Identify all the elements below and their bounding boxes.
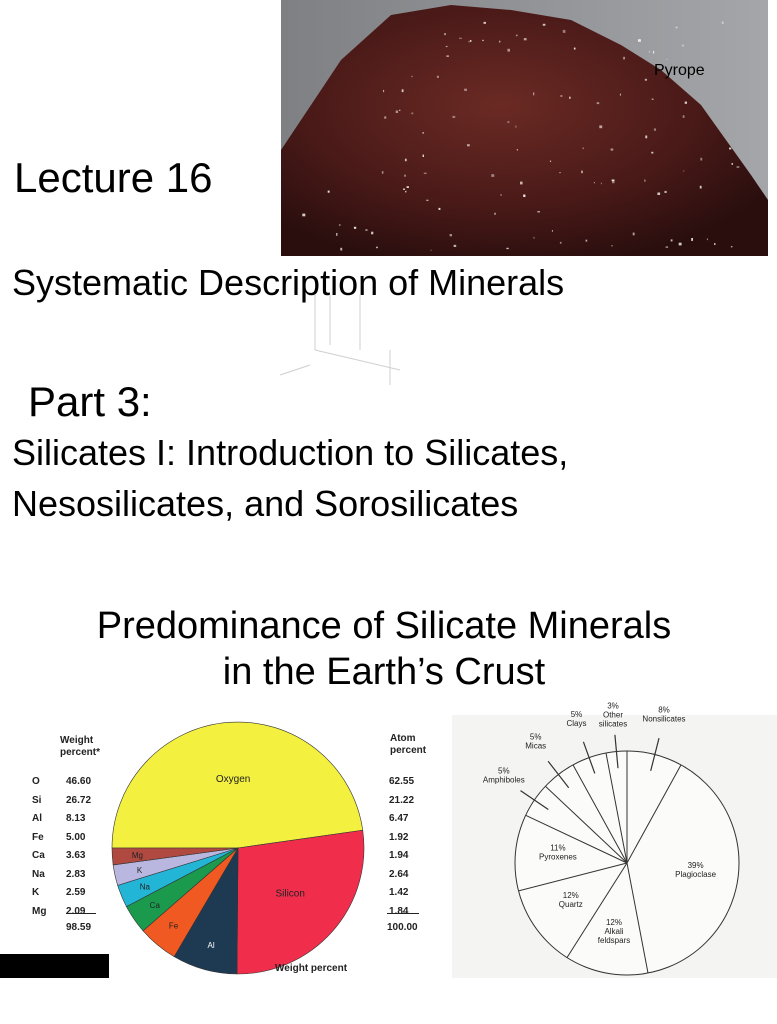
atom-total: 100.00 [387,922,418,933]
table-cell: Na [32,868,45,880]
section-heading [0,603,768,695]
pie-label-silicon: Silicon [275,888,305,900]
table-cell: Fe [32,831,44,843]
table-cell: 1.84 [389,905,409,917]
pie-slice-oxygen [112,722,363,848]
table-cell: Mg [32,905,47,917]
mineral-pie-panel [452,701,777,978]
table-cell: 2.64 [389,868,409,880]
table-cell: K [32,887,40,898]
lecture-subtitle: Systematic Description of Minerals [12,262,565,303]
photo-caption: Pyrope [654,62,705,79]
weight-percent-pie-chart [110,720,370,960]
pie-label-other-silicates: 3% Other silicates [598,701,628,729]
table-cell: Al [32,813,42,824]
mineral-percent-pie-chart [452,701,777,978]
atom-percent-header: Atom percent [390,733,427,756]
pie-label-pyroxenes: 11% Pyroxenes [539,843,577,862]
pie-label-al: Al [207,941,215,951]
table-cell: 6.47 [389,813,409,824]
table-cell: 3.63 [66,850,86,861]
table-cell: 46.60 [66,776,92,787]
pie-label-amphiboles: 5% Amphiboles [482,766,525,785]
table-cell: 8.13 [66,813,86,824]
table-cell: 21.22 [389,794,415,806]
weight-total: 98.59 [66,922,92,933]
table-cell: 1.92 [389,831,409,843]
table-cell: 2.09 [66,905,86,917]
pie-label-k: K [136,865,143,875]
pie-label-quartz: 12% Quartz [558,890,583,909]
pie-label-oxygen: Oxygen [215,773,251,785]
table-cell: 1.42 [389,887,409,898]
pie-label-nonsilicates: 8% Nonsilicates [642,705,686,724]
pie-label-alkali-feldspars: 12% Alkali feldspars [597,918,631,946]
element-column [32,776,46,924]
table-cell: 1.94 [389,850,409,861]
atom-column [389,776,414,924]
pie-label-plagioclase: 39% Plagioclase [675,860,717,879]
weight-column [66,776,91,924]
heading-line-2: in the Earth’s Crust [222,651,546,693]
pie-label-clays: 5% Clays [566,709,587,728]
heading-line-1: Predominance of Silicate Minerals [96,605,672,647]
table-cell: Ca [32,850,45,861]
pie-label-fe: Fe [168,921,179,931]
pie-label-micas: 5% Micas [525,732,547,751]
topic-line-2: Nesosilicates, and Sorosilicates [12,483,519,524]
table-cell: 2.83 [66,868,86,880]
pie-axis-label: Weight percent [275,963,348,974]
table-cell: O [32,776,40,787]
part-label: Part 3: [28,378,152,425]
table-cell: 2.59 [66,887,86,898]
lecture-title: Lecture 16 [14,154,213,201]
pie-slice-silicon [237,830,364,974]
table-cell: Si [32,794,42,806]
pyrope-photo [281,0,768,256]
topic-line-1: Silicates I: Introduction to Silicates, [12,432,569,473]
pie-label-ca: Ca [149,900,160,910]
table-cell: 5.00 [66,831,86,843]
table-cell: 26.72 [66,794,92,806]
pie-label-na: Na [139,882,151,892]
black-bar [0,954,109,978]
atom-total-rule [387,913,419,914]
weight-percent-header: Weight percent* [60,735,101,758]
faint-crystal-diagram [270,290,500,390]
table-cell: 62.55 [389,776,415,787]
pyrope-specimen-image [281,0,768,256]
pie-label-mg: Mg [131,850,143,860]
weight-total-rule [66,913,96,914]
